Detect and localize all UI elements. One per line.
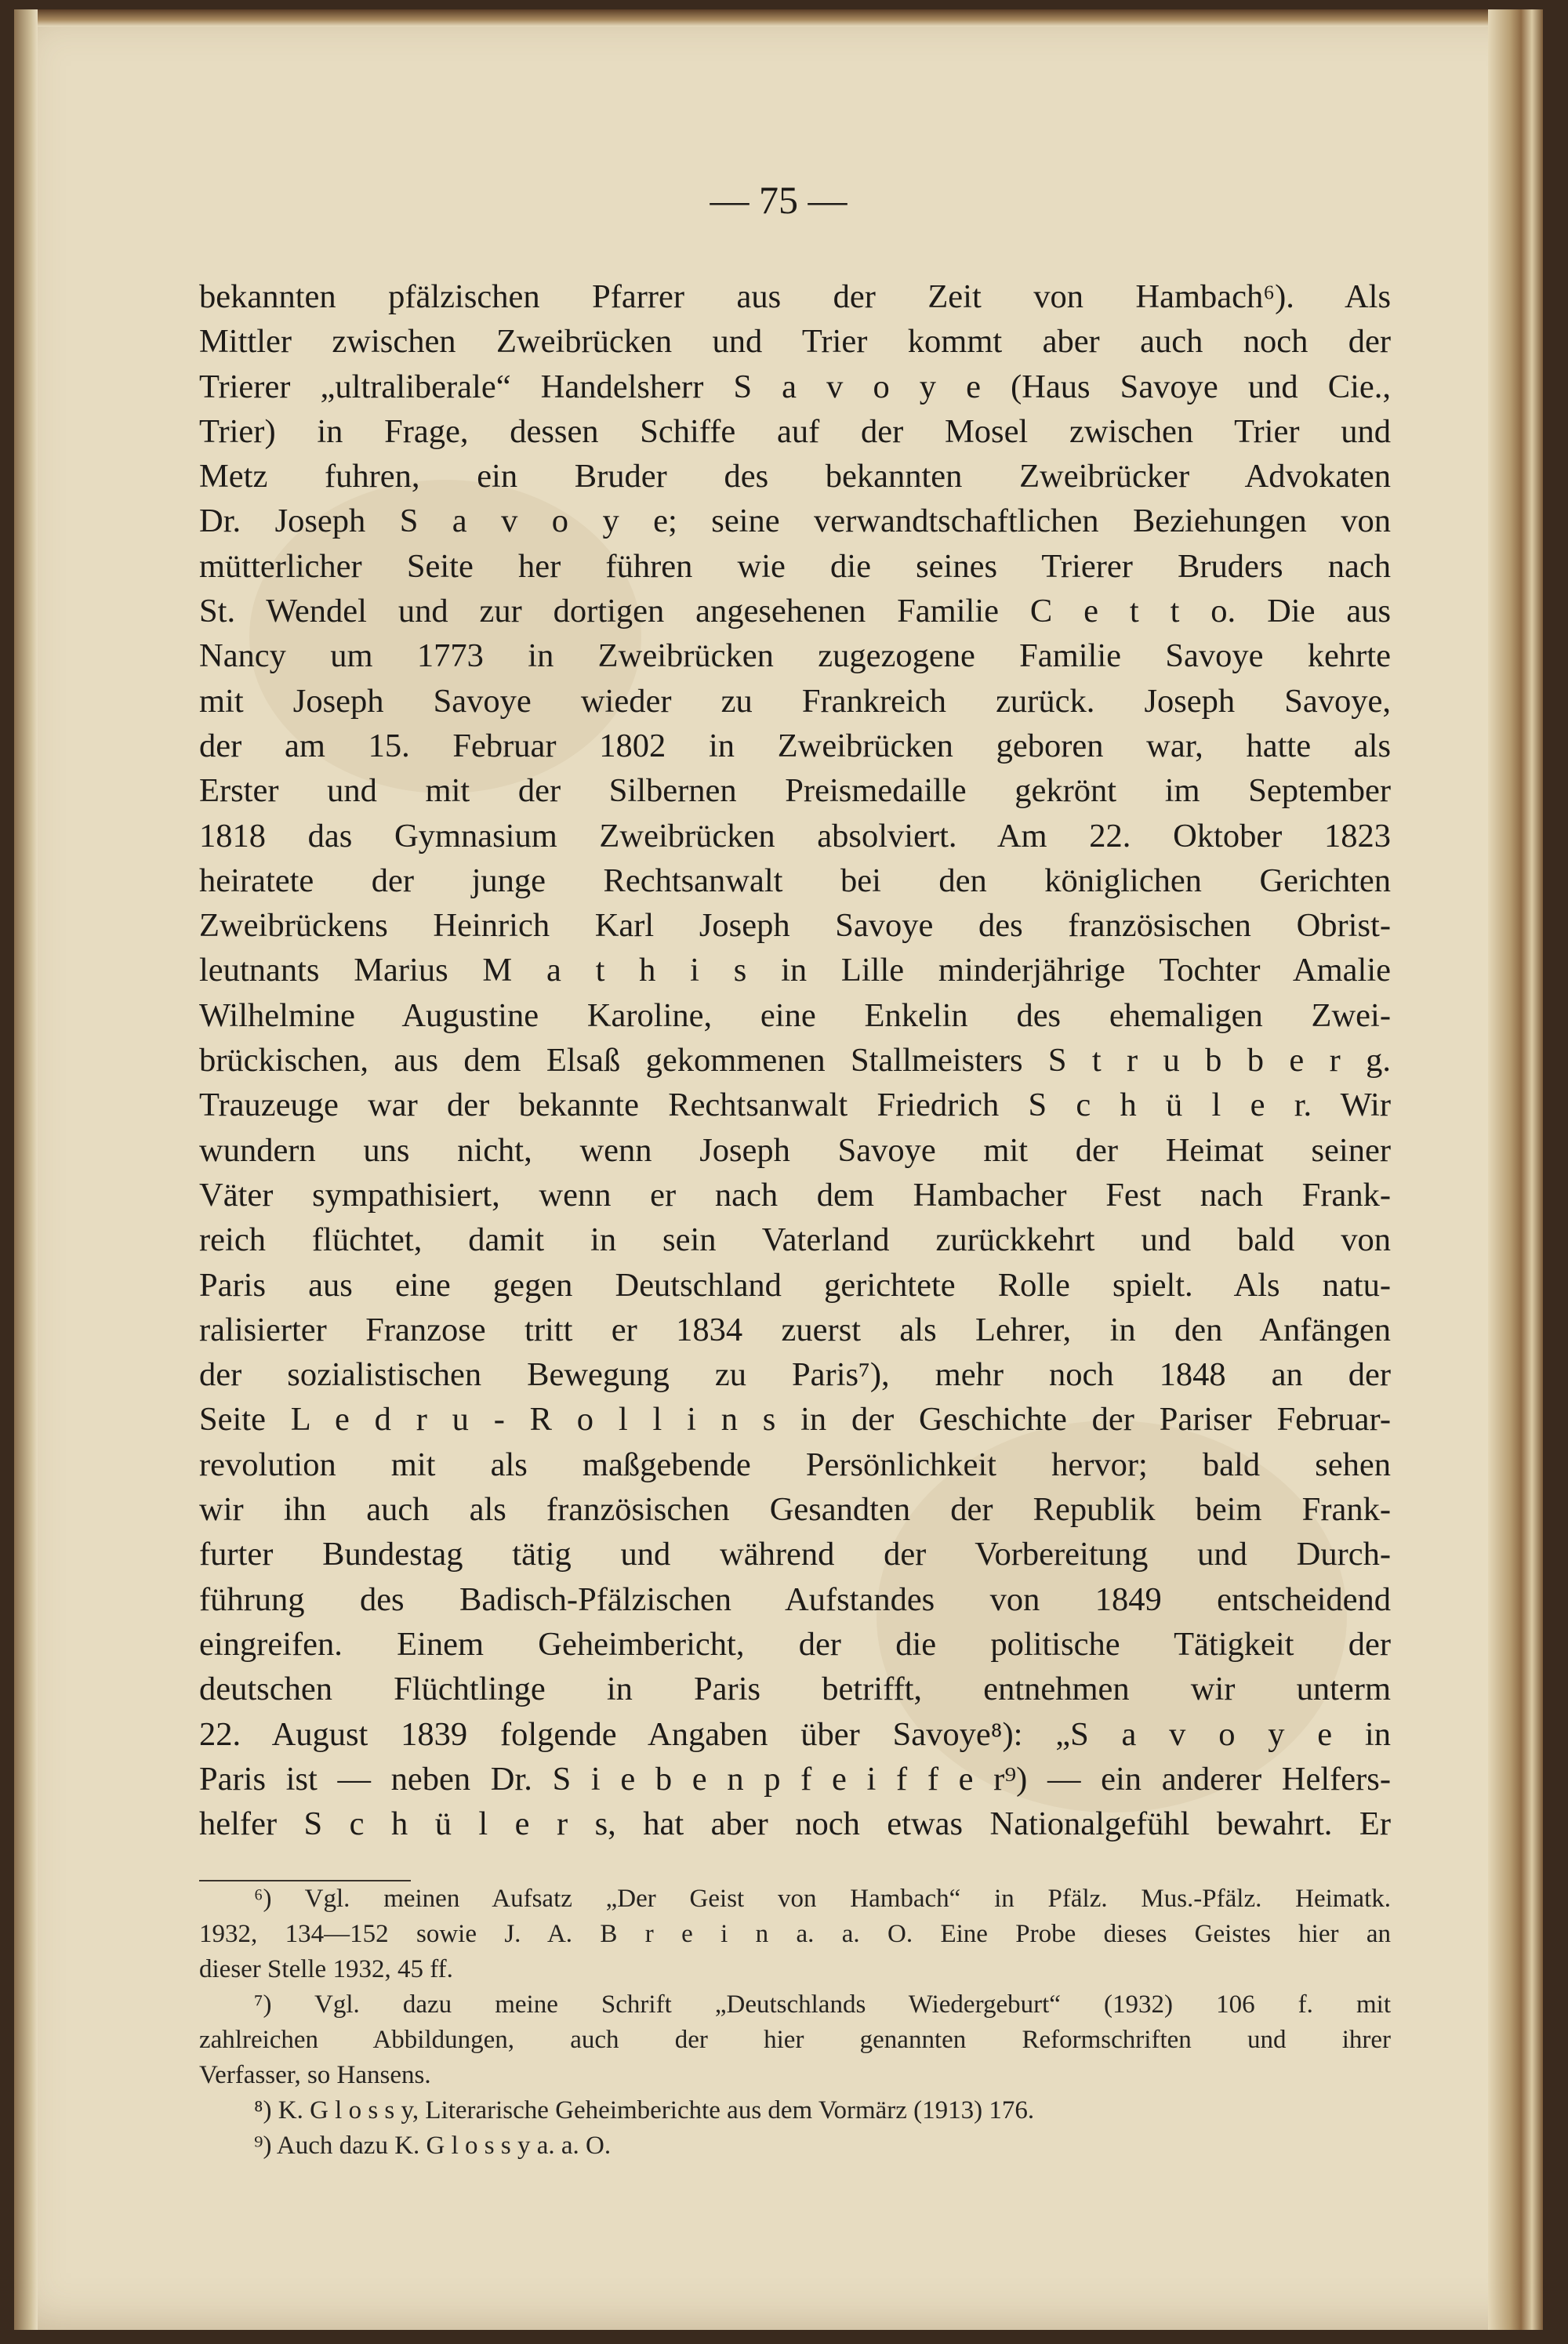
text-line: Dr. Joseph S a v o y e; seine verwandtschaftlichen Beziehungen von [199,503,1391,540]
footnote-line: ⁸) K. G l o s s y, Literarische Geheimberichte aus dem Vormärz (1913) 176. [254,2096,1035,2124]
book-spine-shadow [14,9,38,2330]
text-line: der am 15. Februar 1802 in Zweibrücken geboren war, hatte als [199,727,1391,764]
text-line: Trierer „ultraliberale“ Handelsherr S a v o y e (Haus Savoye und Cie., [199,368,1391,405]
text-line: revolution mit als maßgebende Persönlichkeit hervor; bald sehen [199,1446,1391,1483]
footnote-line: dieser Stelle 1932, 45 ff. [199,1955,453,1983]
text-line: Nancy um 1773 in Zweibrücken zugezogene Familie Savoye kehrte [199,637,1391,675]
text-line: Wilhelmine Augustine Karoline, eine Enkelin des ehemaligen Zwei- [199,996,1391,1034]
text-line: mütterlicher Seite her führen wie die seines Trierer Bruders nach [199,547,1391,585]
text-line: Paris ist — neben Dr. S i e b e n p f e i f f e r⁹) — ein anderer Helfers- [199,1760,1391,1798]
text-line: deutschen Flüchtlinge in Paris betrifft, entnehmen wir unterm [199,1671,1391,1708]
text-line: eingreifen. Einem Geheimbericht, der die politische Tätigkeit der [199,1625,1391,1663]
text-line: Väter sympathisiert, wenn er nach dem Hambacher Fest nach Frank- [199,1176,1391,1214]
text-line: Mittler zwischen Zweibrücken und Trier kommt aber auch noch der [199,323,1391,361]
text-line: furter Bundestag tätig und während der Vorbereitung und Durch- [199,1536,1391,1573]
footnote-line: 1932, 134—152 sowie J. A. B r e i n a. a. O. Eine Probe dieses Geistes hier an [199,1920,1391,1948]
page-number: — 75 — [710,178,848,222]
text-line: reich flüchtet, damit in sein Vaterland zurückkehrt und bald von [199,1221,1391,1259]
text-line: helfer S c h ü l e r s, hat aber noch etwas Nationalgefühl bewahrt. Er [199,1805,1391,1843]
page-top-edge [14,9,1543,27]
text-line: 1818 das Gymnasium Zweibrücken absolviert. Am 22. Oktober 1823 [199,817,1391,855]
book-page [14,9,1543,2330]
footnotes-block [199,1881,1391,2164]
footnote-line: ⁷) Vgl. dazu meine Schrift „Deutschlands Wiedergeburt“ (1932) 106 f. mit [254,1990,1391,2019]
text-line: Trauzeuge war der bekannte Rechtsanwalt Friedrich S c h ü l e r. Wir [199,1087,1391,1124]
main-text-block [199,274,1391,1846]
text-line: wir ihn auch als französischen Gesandten der Republik beim Frank- [199,1491,1391,1529]
text-line: führung des Badisch-Pfälzischen Aufstandes von 1849 entscheidend [199,1580,1391,1618]
footnote-line: Verfasser, so Hansens. [199,2061,431,2089]
text-line: Erster und mit der Silbernen Preismedaille gekrönt im September [199,772,1391,810]
text-line: Metz fuhren, ein Bruder des bekannten Zweibrücker Advokaten [199,458,1391,495]
footnote-line: ⁶) Vgl. meinen Aufsatz „Der Geist von Hambach“ in Pfälz. Mus.-Pfälz. Heimatk. [254,1885,1391,1913]
text-line: mit Joseph Savoye wieder zu Frankreich zurück. Joseph Savoye, [199,682,1391,720]
text-line: Seite L e d r u - R o l l i n s in der Geschichte der Pariser Februar- [199,1401,1391,1439]
text-line: Trier) in Frage, dessen Schiffe auf der Mosel zwischen Trier und [199,412,1391,450]
footnote-line: zahlreichen Abbildungen, auch der hier genannten Reformschriften und ihrer [199,2026,1391,2054]
text-line: bekannten pfälzischen Pfarrer aus der Zeit von Hambach⁶). Als [199,278,1391,315]
page-right-edge [1488,9,1543,2330]
text-line: brückischen, aus dem Elsaß gekommenen Stallmeisters S t r u b b e r g. [199,1042,1391,1079]
text-line: heiratete der junge Rechtsanwalt bei den königlichen Gerichten [199,862,1391,899]
text-line: Paris aus eine gegen Deutschland gerichtete Rolle spielt. Als natu- [199,1266,1391,1304]
text-line: ralisierter Franzose tritt er 1834 zuerst als Lehrer, in den Anfängen [199,1311,1391,1348]
text-line: leutnants Marius M a t h i s in Lille minderjährige Tochter Amalie [199,952,1391,989]
text-line: der sozialistischen Bewegung zu Paris⁷), mehr noch 1848 an der [199,1356,1391,1394]
text-line: Zweibrückens Heinrich Karl Joseph Savoye des französischen Obrist- [199,907,1391,945]
text-line: wundern uns nicht, wenn Joseph Savoye mit der Heimat seiner [199,1131,1391,1169]
text-line: 22. August 1839 folgende Angaben über Savoye⁸): „S a v o y e in [199,1715,1391,1753]
footnote-line: ⁹) Auch dazu K. G l o s s y a. a. O. [254,2132,612,2160]
text-line: St. Wendel und zur dortigen angesehenen Familie C e t t o. Die aus [199,593,1391,630]
